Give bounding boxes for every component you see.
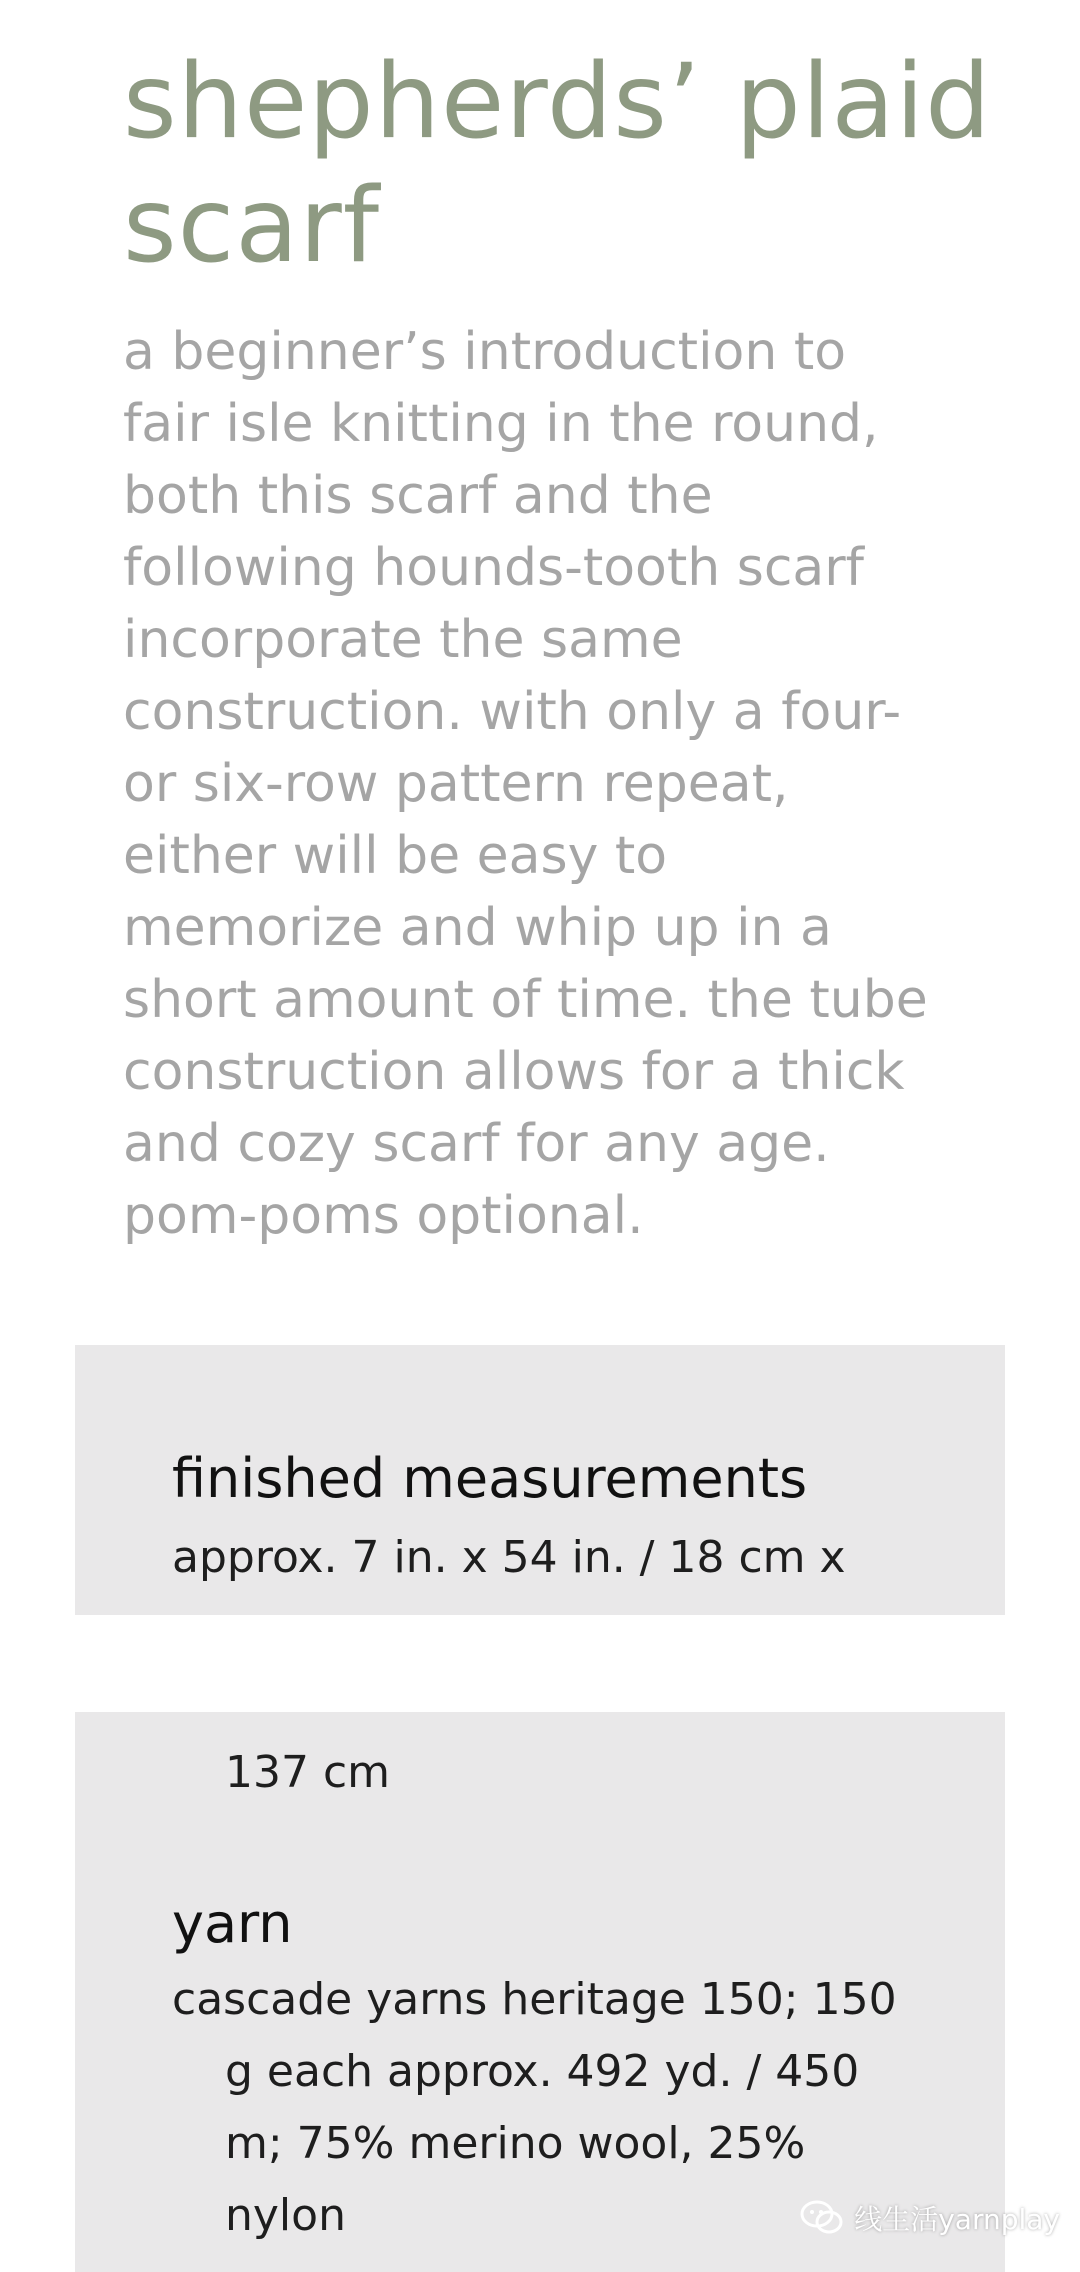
yarn-line: g each approx. 492 yd. / 450 (225, 2046, 860, 2097)
finished-measurements-line-2: 137 cm (225, 1747, 391, 1798)
wechat-icon (800, 2199, 844, 2237)
yarn-line: m; 75% merino wool, 25% (225, 2118, 806, 2169)
title-line-1: shepherds’ plaid (123, 42, 992, 162)
intro-line: following hounds-tooth scarf (123, 538, 864, 598)
intro-line: pom-poms optional. (123, 1186, 644, 1246)
page-title (123, 40, 1023, 288)
intro-line: short amount of time. the tube (123, 970, 928, 1030)
intro-line: construction. with only a four- (123, 682, 902, 742)
intro-line: or six-row pattern repeat, (123, 754, 789, 814)
intro-line: both this scarf and the (123, 466, 713, 526)
intro-paragraph (123, 316, 1043, 1252)
yarn-line: nylon (225, 2190, 346, 2241)
intro-line: memorize and whip up in a (123, 898, 832, 958)
intro-line: either will be easy to (123, 826, 668, 886)
title-line-2: scarf (123, 166, 381, 286)
intro-line: and cozy scarf for any age. (123, 1114, 830, 1174)
intro-line: fair isle knitting in the round, (123, 394, 879, 454)
intro-line: a beginner’s introduction to (123, 322, 847, 382)
finished-measurements-card (75, 1345, 1005, 1615)
yarn-heading: yarn (172, 1892, 293, 1955)
yarn-card (75, 1712, 1005, 2272)
yarn-line: cascade yarns heritage 150; 150 (172, 1974, 897, 2025)
watermark-text: 线生活yarnplay (854, 2203, 1060, 2236)
finished-measurements-heading: finished measurements (172, 1447, 808, 1510)
wechat-watermark (800, 2198, 1060, 2238)
finished-measurements-line-1: approx. 7 in. x 54 in. / 18 cm x (172, 1532, 846, 1583)
intro-line: incorporate the same (123, 610, 683, 670)
intro-line: construction allows for a thick (123, 1042, 905, 1102)
